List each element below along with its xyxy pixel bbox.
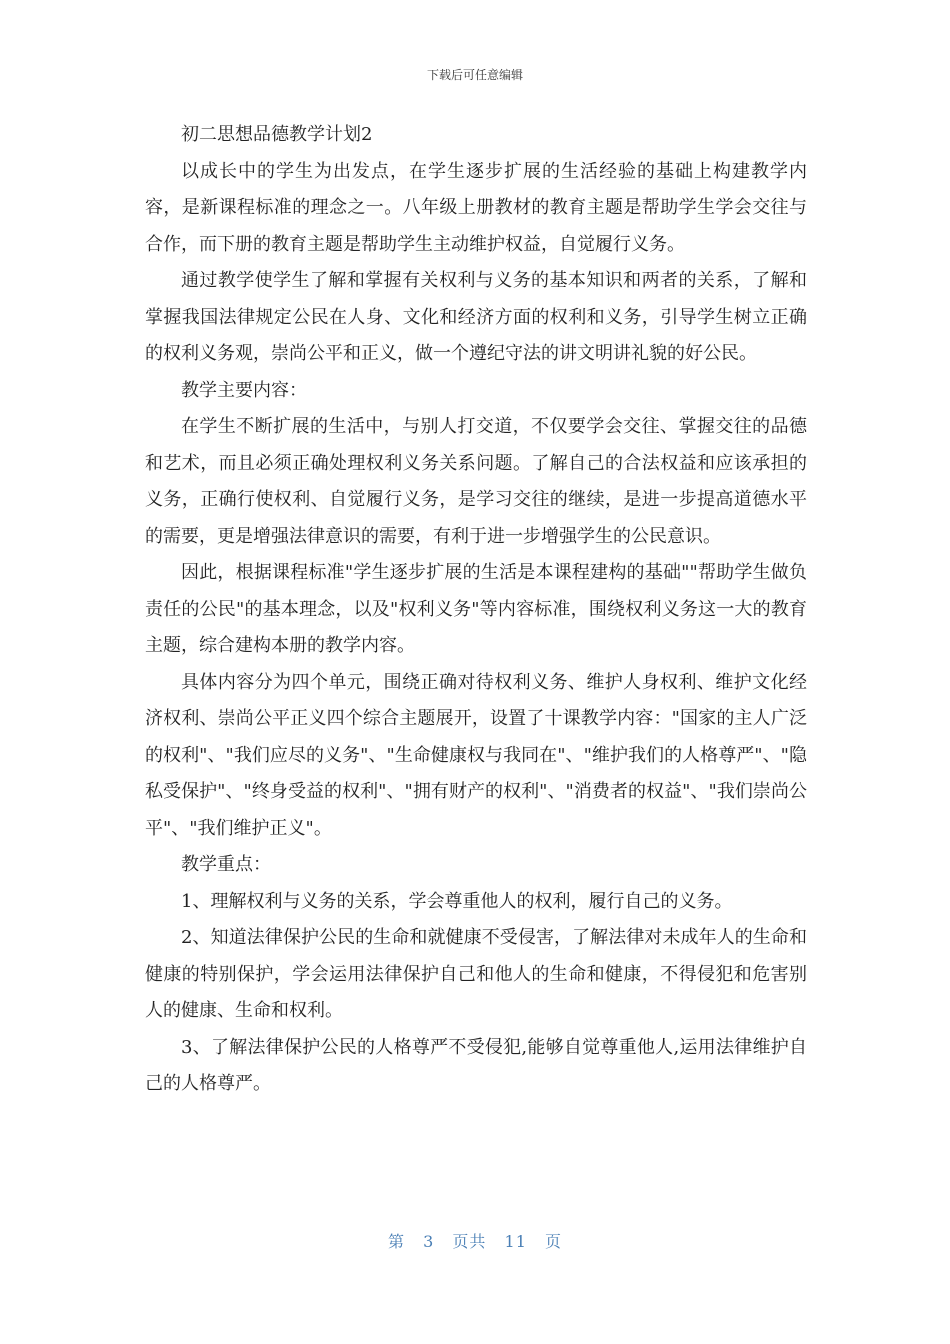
key-point-2: 2、知道法律保护公民的生命和就健康不受侵害，了解法律对未成年人的生命和健康的特别保护，学会运用法律保护自己和他人的生命和健康，不得侵犯和危害别人的健康、生命和权利。 xyxy=(145,927,807,1021)
page-label-suffix: 页 xyxy=(544,1232,562,1251)
section-heading-key-points: 教学重点： xyxy=(181,854,271,875)
page-label-prefix: 第 xyxy=(388,1232,406,1251)
document-title: 初二思想品德教学计划2 xyxy=(181,124,373,145)
current-page-number: 3 xyxy=(423,1232,435,1251)
paragraph-intro: 以成长中的学生为出发点，在学生逐步扩展的生活经验的基础上构建教学内容，是新课程标准的理念之一。八年级上册教材的教育主题是帮助学生学会交往与合作，而下册的教育主题是帮助学生主动维护权益，自觉履行义务。 xyxy=(145,160,807,255)
paragraph-goals: 通过教学使学生了解和掌握有关权利与义务的基本知识和两者的关系，了解和掌握我国法律规定公民在人身、文化和经济方面的权利和义务，引导学生树立正确的权利义务观，崇尚公平和正义，做一个遵纪守法的讲文明讲礼貌的好公民。 xyxy=(145,270,807,364)
page-footer xyxy=(0,1229,950,1252)
page-label-middle: 页共 xyxy=(452,1232,487,1251)
section-heading-main-content: 教学主要内容： xyxy=(181,379,307,401)
document-body xyxy=(145,117,807,1103)
page-header: 下载后可任意编辑 xyxy=(426,68,523,82)
key-point-1: 1、理解权利与义务的关系，学会尊重他人的权利，履行自己的义务。 xyxy=(181,890,733,912)
paragraph-curriculum-basis: 因此，根据课程标准"学生逐步扩展的生活是本课程建构的基础""帮助学生做负责任的公民"的基本理念，以及"权利义务"等内容标准，围绕权利义务这一大的教育主题，综合建构本册的教学内容。 xyxy=(145,562,807,656)
key-point-3: 3、了解法律保护公民的人格尊严不受侵犯,能够自觉尊重他人,运用法律维护自己的人格尊严。 xyxy=(145,1036,807,1094)
paragraph-main-content: 在学生不断扩展的生活中，与别人打交道，不仅要学会交往、掌握交往的品德和艺术，而且必须正确处理权利义务关系问题。了解自己的合法权益和应该承担的义务，正确行使权利、自觉履行义务，是学习交往的继续，是进一步提高道德水平的需要，更是增强法律意识的需要，有利于进一步增强学生的公民意识。 xyxy=(145,416,807,547)
total-pages-number: 11 xyxy=(504,1232,527,1251)
paragraph-units: 具体内容分为四个单元，围绕正确对待权利义务、维护人身权利、维护文化经济权利、崇尚公平正义四个综合主题展开，设置了十课教学内容："国家的主人广泛的权利"、"我们应尽的义务"、"生命健康权与我同在"、"维护我们的人格尊严"、"隐私受保护"、"终身受益的权利"、"拥有财产的权利"、"消费者的权益"、"我们崇尚公平"、"我们维护正义"。 xyxy=(145,671,807,839)
